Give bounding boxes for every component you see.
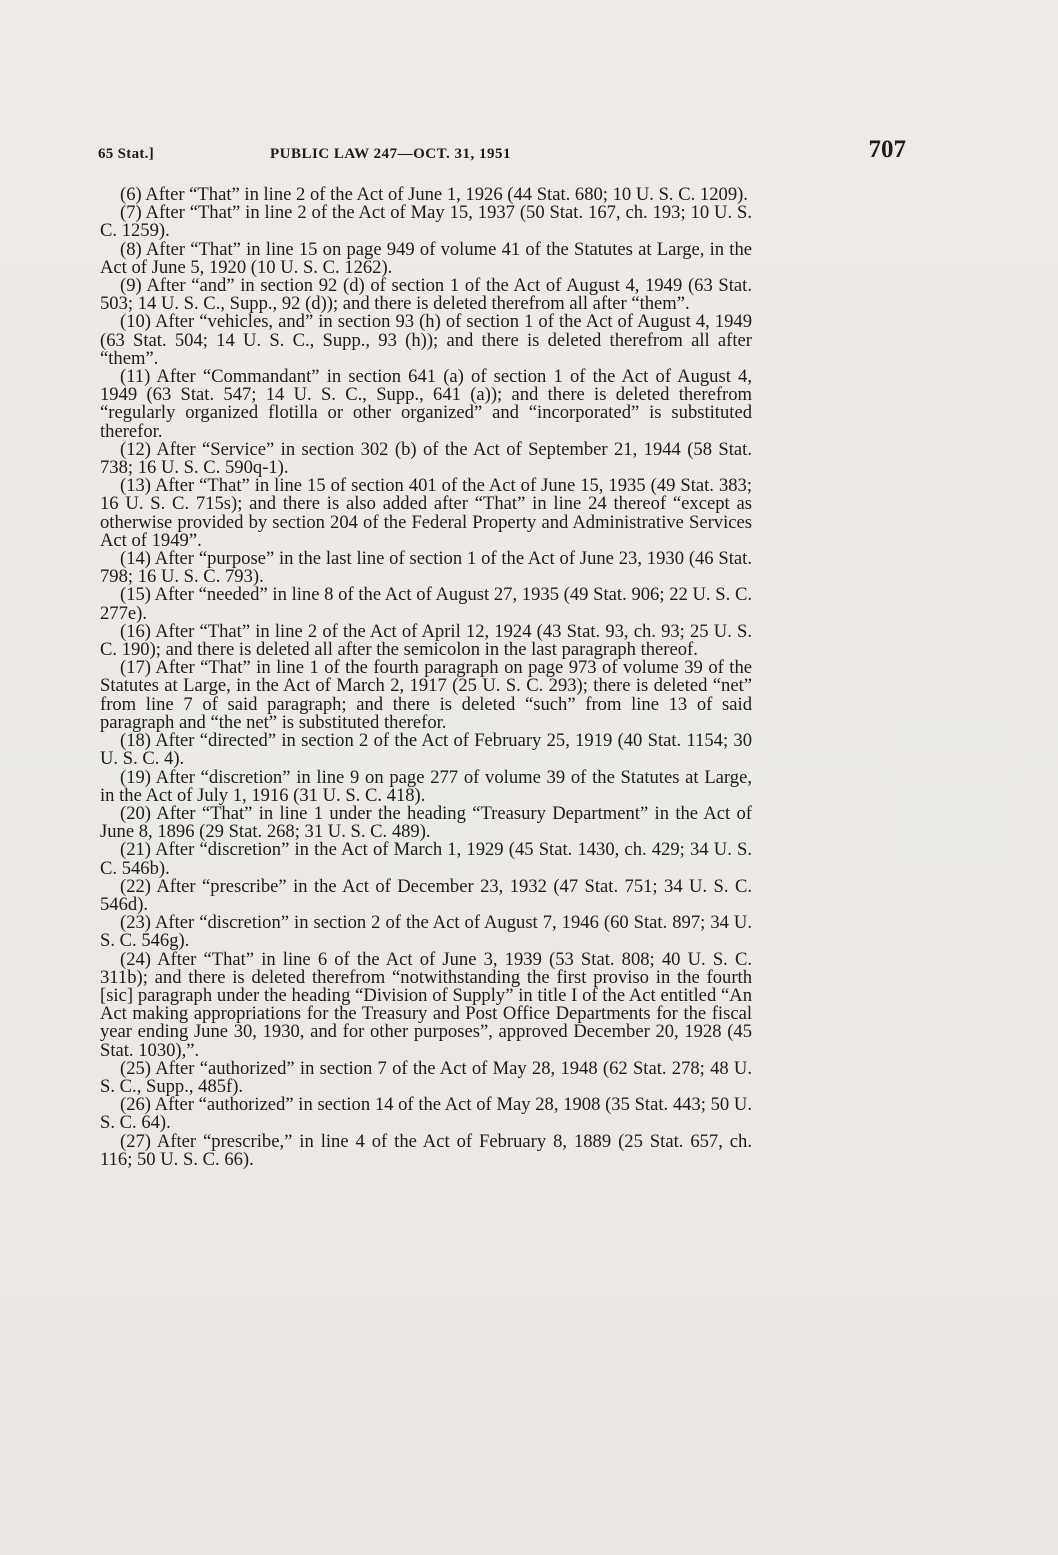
body-text — [100, 186, 752, 1169]
paragraph: (17) After “That” in line 1 of the fourth paragraph on page 973 of volume 39 of the Statutes at Large, in the Act of March 2, 1917 (25 U. S. C. 293); there is deleted “net” from line 7 of said paragraph; and there is deleted “such” from line 13 of said paragraph and “the net” is substituted therefor. — [100, 657, 752, 733]
paragraph: (20) After “That” in line 1 under the heading “Treasury Department” in the Act of June 8, 1896 (29 Stat. 268; 31 U. S. C. 489). — [100, 802, 752, 843]
paragraph: (21) After “discretion” in the Act of March 1, 1929 (45 Stat. 1430, ch. 429; 34 U. S. C. 546b). — [100, 839, 752, 879]
paragraph: (16) After “That” in line 2 of the Act of April 12, 1924 (43 Stat. 93, ch. 93; 25 U. S. C. 190); and there is deleted all after the semicolon in the last paragraph thereof. — [100, 620, 752, 661]
paragraph: (10) After “vehicles, and” in section 93 (h) of section 1 of the Act of August 4, 1949 (63 Stat. 504; 14 U. S. C., Supp., 93 (h)); and there is deleted therefrom all after “them”. — [100, 311, 752, 369]
paragraph: (12) After “Service” in section 302 (b) of the Act of September 21, 1944 (58 Stat. 738; 16 U. S. C. 590q-1). — [100, 438, 752, 479]
paragraph: (9) After “and” in section 92 (d) of section 1 of the Act of August 4, 1949 (63 Stat. 503; 14 U. S. C., Supp., 92 (d)); and there is deleted therefrom all after “them”. — [100, 275, 752, 315]
paragraph: (24) After “That” in line 6 of the Act of June 3, 1939 (53 Stat. 808; 40 U. S. C. 311b); and there is deleted therefrom “notwithstanding the first proviso in the fourth [sic] paragraph under the heading “Division of Supply” in title I of the Act entitled “An Act making appropriations for the Treasury and Post Office Departments for the fiscal year ending June 30, 1930, and for other purposes”, approved December 20, 1928 (45 Stat. 1030),”. — [100, 948, 752, 1061]
paragraph: (11) After “Commandant” in section 641 (a) of section 1 of the Act of August 4, 1949 (63 Stat. 547; 14 U. S. C., Supp., 641 (a)); and there is deleted therefrom “regularly organized flotilla or other organized” and “incorporated” is substituted therefor. — [100, 366, 752, 442]
running-header — [98, 138, 906, 168]
paragraph: (18) After “directed” in section 2 of the Act of February 25, 1919 (40 Stat. 1154; 30 U. S. C. 4). — [100, 730, 752, 770]
paragraph: (13) After “That” in line 15 of section 401 of the Act of June 15, 1935 (49 Stat. 383; 16 U. S. C. 715s); and there is also added after “That” in line 24 thereof “except as otherwise provided by section 204 of the Federal Property and Administrative Services Act of 1949”. — [100, 475, 752, 551]
paragraph: (6) After “That” in line 2 of the Act of June 1, 1926 (44 Stat. 680; 10 U. S. C. 1209). — [120, 184, 748, 205]
paragraph: (26) After “authorized” in section 14 of the Act of May 28, 1908 (35 Stat. 443; 50 U. S. C. 64). — [100, 1094, 752, 1134]
paragraph: (23) After “discretion” in section 2 of the Act of August 7, 1946 (60 Stat. 897; 34 U. S. C. 546g). — [100, 912, 752, 952]
paragraph: (19) After “discretion” in line 9 on page 277 of volume 39 of the Statutes at Large, in the Act of July 1, 1916 (31 U. S. C. 418). — [100, 766, 752, 806]
paragraph: (8) After “That” in line 15 on page 949 of volume 41 of the Statutes at Large, in the Act of June 5, 1920 (10 U. S. C. 1262). — [100, 238, 752, 278]
page-number: 707 — [868, 136, 906, 163]
running-title: PUBLIC LAW 247—OCT. 31, 1951 — [270, 146, 511, 162]
paragraph: (27) After “prescribe,” in line 4 of the Act of February 8, 1889 (25 Stat. 657, ch. 116; 50 U. S. C. 66). — [100, 1130, 752, 1170]
paragraph: (25) After “authorized” in section 7 of the Act of May 28, 1948 (62 Stat. 278; 48 U. S. C., Supp., 485f). — [100, 1057, 752, 1097]
paragraph: (7) After “That” in line 2 of the Act of May 15, 1937 (50 Stat. 167, ch. 193; 10 U. S. C. 1259). — [100, 202, 752, 242]
paragraph: (15) After “needed” in line 8 of the Act of August 27, 1935 (49 Stat. 906; 22 U. S. C. 277e). — [100, 584, 752, 624]
paragraph: (14) After “purpose” in the last line of section 1 of the Act of June 23, 1930 (46 Stat. 798; 16 U. S. C. 793). — [100, 548, 752, 588]
statute-volume: 65 Stat.] — [98, 146, 155, 162]
paragraph: (22) After “prescribe” in the Act of December 23, 1932 (47 Stat. 751; 34 U. S. C. 546d). — [100, 875, 752, 915]
